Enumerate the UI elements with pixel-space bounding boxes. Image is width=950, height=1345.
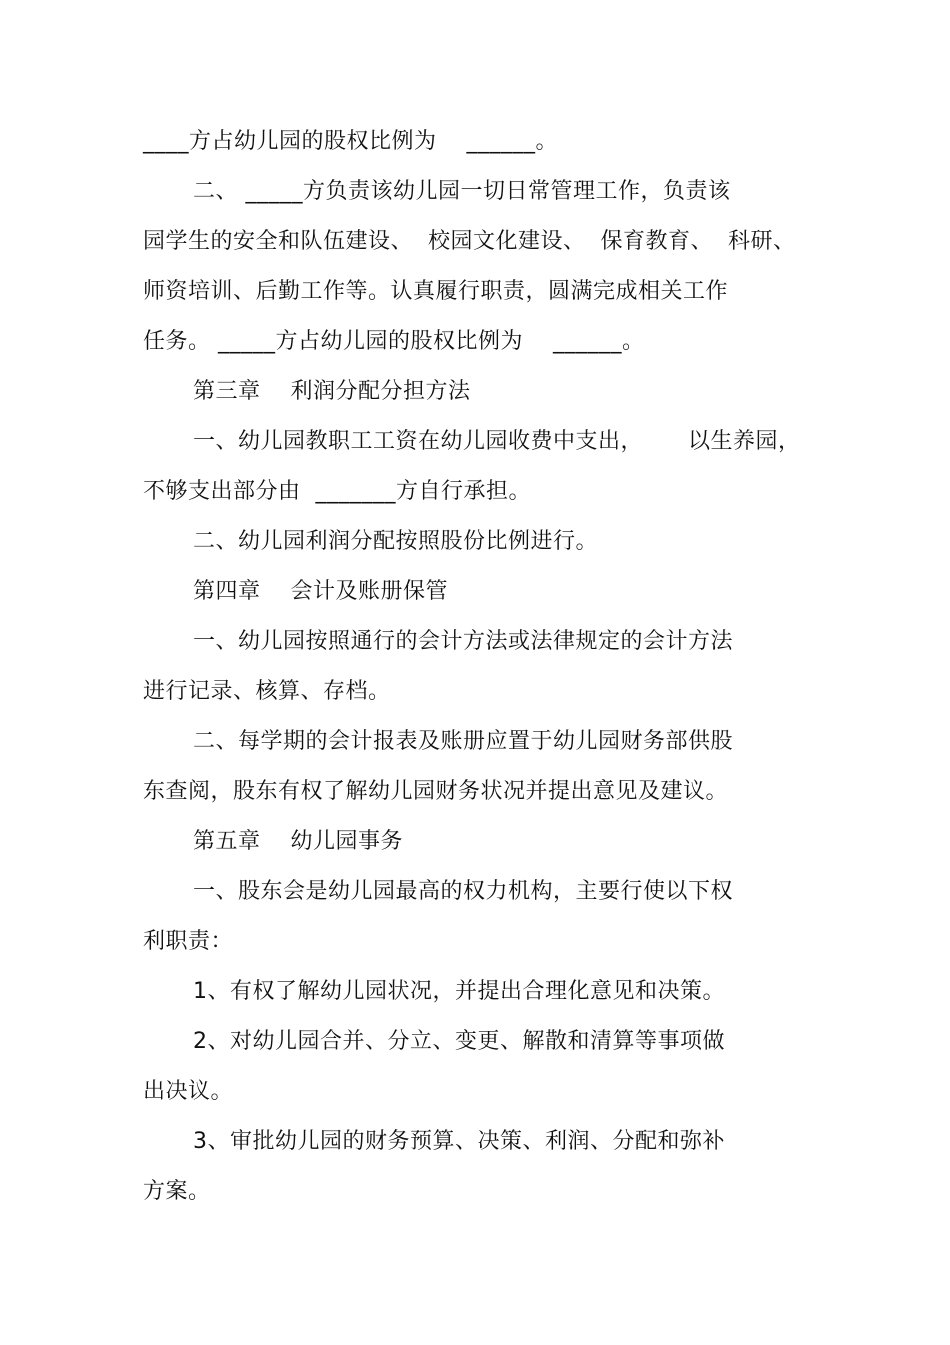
text-line-13: 二、每学期的会计报表及账册应置于幼儿园财务部供股	[193, 729, 734, 754]
chapter-4-heading: 第四章 会计及账册保管	[193, 579, 448, 604]
list-item-1: 1、有权了解幼儿园状况，并提出合理化意见和决策。	[193, 979, 725, 1004]
text-line-8: 不够支出部分由 _______方自行承担。	[143, 479, 531, 504]
text-line-1: ____方占幼儿园的股权比例为 ______。	[143, 129, 558, 154]
text-line-7: 一、幼儿园教职工工资在幼儿园收费中支出， 以生养园，	[193, 429, 801, 454]
text-line-2: 二、 _____方负责该幼儿园一切日常管理工作，负责该	[193, 179, 731, 204]
list-item-2-continued: 出决议。	[143, 1079, 234, 1104]
text-line-12: 进行记录、核算、存档。	[143, 679, 391, 704]
text-line-5: 任务。 _____方占幼儿园的股权比例为 ______。	[143, 329, 645, 354]
text-line-3: 园学生的安全和队伍建设、 校园文化建设、 保育教育、 科研、	[143, 229, 796, 254]
list-item-3-continued: 方案。	[143, 1179, 211, 1204]
list-item-2: 2、对幼儿园合并、分立、变更、解散和清算等事项做	[193, 1029, 725, 1054]
text-line-4: 师资培训、后勤工作等。认真履行职责，圆满完成相关工作	[143, 279, 729, 304]
text-line-16: 一、股东会是幼儿园最高的权力机构，主要行使以下权	[193, 879, 734, 904]
text-line-14: 东查阅，股东有权了解幼儿园财务状况并提出意见及建议。	[143, 779, 729, 804]
text-line-9: 二、幼儿园利润分配按照股份比例进行。	[193, 529, 599, 554]
text-line-17: 利职责：	[143, 929, 234, 954]
list-item-3: 3、审批幼儿园的财务预算、决策、利润、分配和弥补	[193, 1129, 725, 1154]
text-line-11: 一、幼儿园按照通行的会计方法或法律规定的会计方法	[193, 629, 734, 654]
chapter-3-heading: 第三章 利润分配分担方法	[193, 379, 471, 404]
chapter-5-heading: 第五章 幼儿园事务	[193, 829, 403, 854]
